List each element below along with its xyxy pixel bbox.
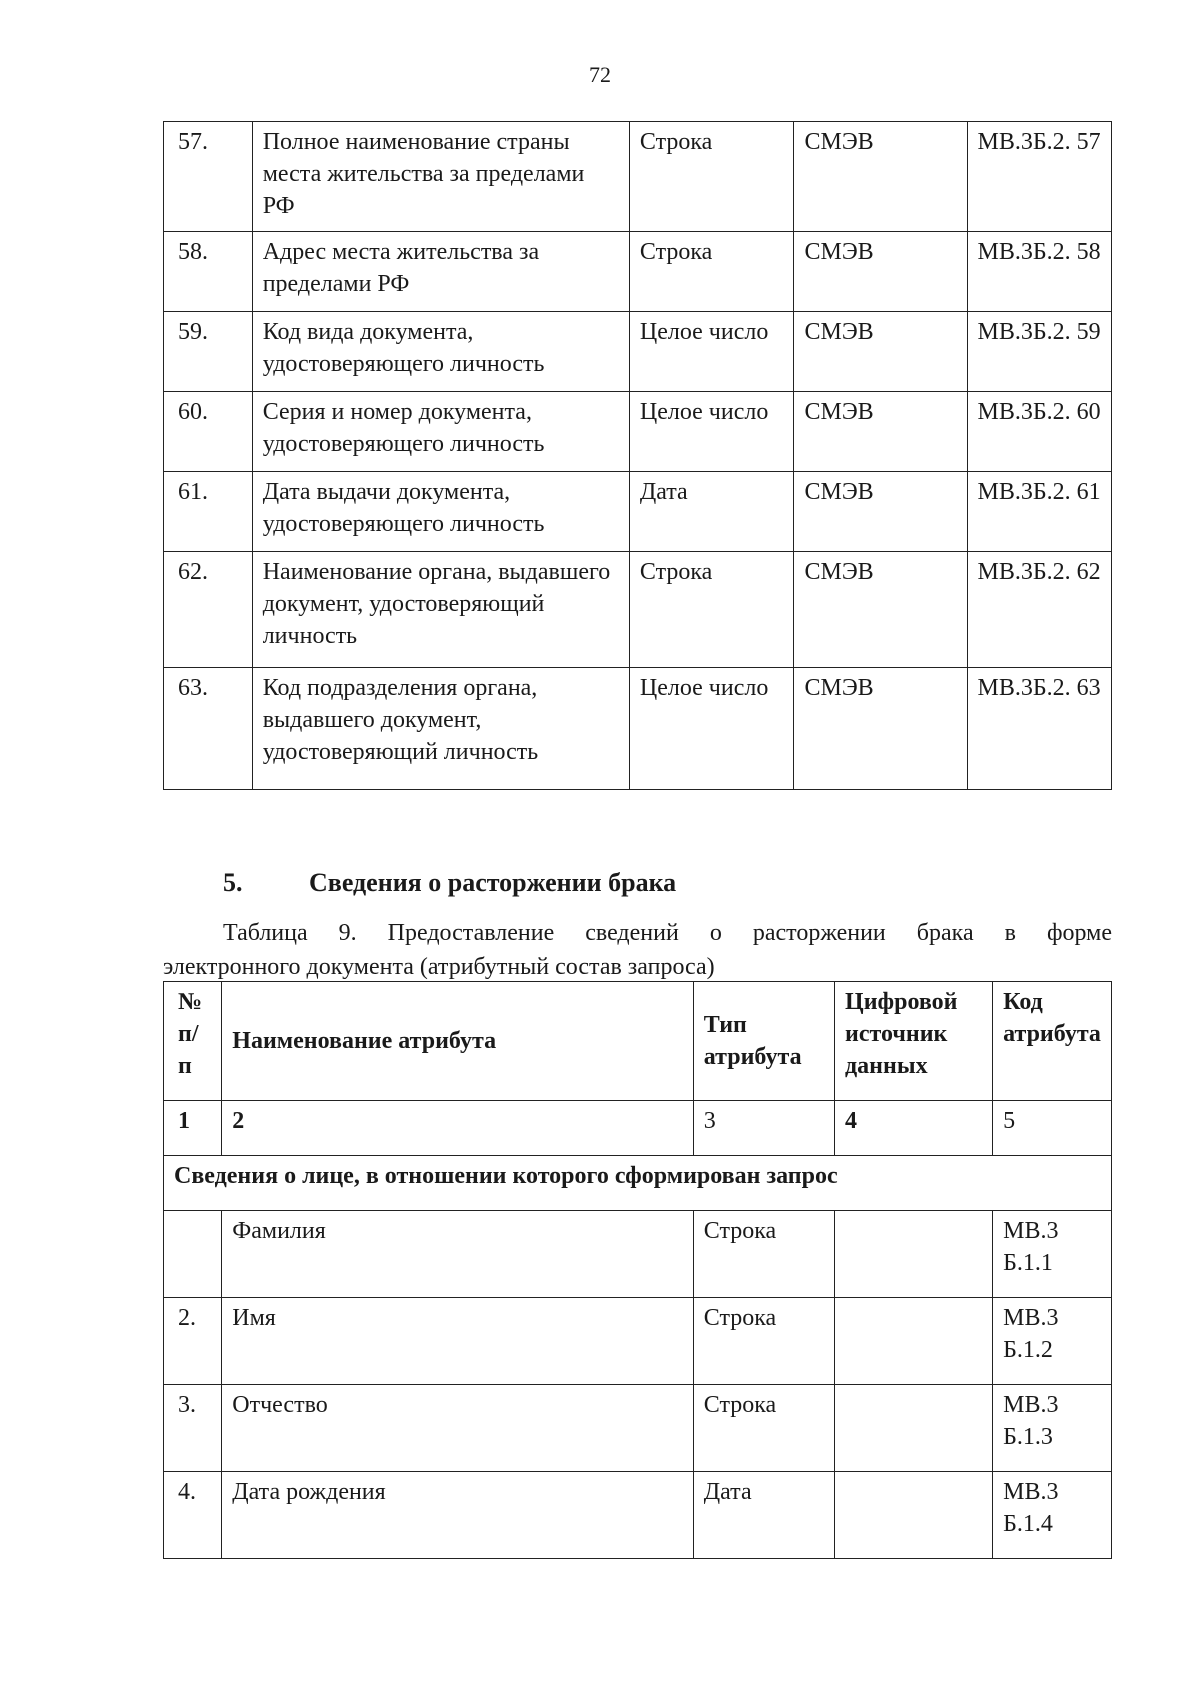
- header-code: Код атрибута: [993, 982, 1112, 1101]
- table-row: [164, 122, 1112, 232]
- attribute-code: МВ.3Б.2. 62: [967, 552, 1111, 668]
- section-number: 5.: [223, 868, 243, 897]
- attribute-code: МВ.3 Б.1.1: [993, 1211, 1112, 1298]
- data-source: СМЭВ: [794, 392, 967, 472]
- section-heading: [223, 868, 676, 898]
- data-source: [835, 1472, 993, 1559]
- attribute-code: МВ.3 Б.1.3: [993, 1385, 1112, 1472]
- table-row: [164, 1298, 1112, 1385]
- data-source: СМЭВ: [794, 668, 967, 790]
- attribute-name: Полное наименование страны места жительства за пределами РФ: [252, 122, 629, 232]
- table-row: [164, 1385, 1112, 1472]
- attribute-code: МВ.3Б.2. 59: [967, 312, 1111, 392]
- row-number: 61.: [164, 472, 253, 552]
- attribute-type: Дата: [629, 472, 794, 552]
- attribute-name: Дата выдачи документа, удостоверяющего личность: [252, 472, 629, 552]
- column-number: 3: [693, 1101, 834, 1156]
- header-name: Наименование атрибута: [222, 982, 694, 1101]
- data-source: СМЭВ: [794, 232, 967, 312]
- table-header-row: [164, 982, 1112, 1101]
- page-number: 72: [589, 62, 611, 87]
- header-source: Цифровой источник данных: [835, 982, 993, 1101]
- row-number: 3.: [164, 1385, 222, 1472]
- attribute-name: Наименование органа, выдавшего документ, удостоверяющий личность: [252, 552, 629, 668]
- data-source: СМЭВ: [794, 552, 967, 668]
- table-caption: [163, 916, 1112, 984]
- attribute-code: МВ.3Б.2. 57: [967, 122, 1111, 232]
- row-number: 4.: [164, 1472, 222, 1559]
- table-row: [164, 232, 1112, 312]
- attribute-type: Строка: [693, 1298, 834, 1385]
- data-source: СМЭВ: [794, 312, 967, 392]
- row-number: 63.: [164, 668, 253, 790]
- caption-line-1: Таблица 9. Предоставление сведений о расторжении брака в форме: [223, 920, 1112, 946]
- row-number: 59.: [164, 312, 253, 392]
- attribute-name: Дата рождения: [222, 1472, 694, 1559]
- attribute-type: Строка: [693, 1211, 834, 1298]
- attribute-name: Фамилия: [222, 1211, 694, 1298]
- attribute-type: Дата: [693, 1472, 834, 1559]
- attribute-type: Целое число: [629, 668, 794, 790]
- attribute-type: Строка: [629, 232, 794, 312]
- attribute-code: МВ.3 Б.1.2: [993, 1298, 1112, 1385]
- attribute-type: Целое число: [629, 312, 794, 392]
- attributes-table-continued: [163, 121, 1112, 790]
- table-row: [164, 1472, 1112, 1559]
- table-row: [164, 392, 1112, 472]
- attribute-type: Строка: [693, 1385, 834, 1472]
- row-number: 60.: [164, 392, 253, 472]
- column-number: 4: [835, 1101, 993, 1156]
- attribute-code: МВ.3Б.2. 60: [967, 392, 1111, 472]
- data-source: СМЭВ: [794, 122, 967, 232]
- table-row: [164, 1211, 1112, 1298]
- attribute-name: Адрес места жительства за пределами РФ: [252, 232, 629, 312]
- column-number: 1: [164, 1101, 222, 1156]
- caption-line-2: электронного документа (атрибутный состав запроса): [163, 954, 715, 980]
- table-row: [164, 668, 1112, 790]
- attribute-name: Имя: [222, 1298, 694, 1385]
- row-number: 57.: [164, 122, 253, 232]
- attribute-type: Строка: [629, 552, 794, 668]
- row-number: 58.: [164, 232, 253, 312]
- row-number: 2.: [164, 1298, 222, 1385]
- attribute-type: Строка: [629, 122, 794, 232]
- header-type: Тип атрибута: [693, 982, 834, 1101]
- header-num: № п/ п: [164, 982, 222, 1101]
- table-row: [164, 312, 1112, 392]
- data-source: [835, 1298, 993, 1385]
- column-number: 2: [222, 1101, 694, 1156]
- section-title: Сведения о расторжении брака: [309, 868, 677, 897]
- row-number: [164, 1211, 222, 1298]
- divorce-request-attributes-table: [163, 981, 1112, 1559]
- data-source: СМЭВ: [794, 472, 967, 552]
- table-row: [164, 552, 1112, 668]
- data-source: [835, 1385, 993, 1472]
- row-number: 62.: [164, 552, 253, 668]
- column-number-row: [164, 1101, 1112, 1156]
- column-number: 5: [993, 1101, 1112, 1156]
- attribute-name: Серия и номер документа, удостоверяющего личность: [252, 392, 629, 472]
- attribute-code: МВ.3Б.2. 63: [967, 668, 1111, 790]
- attribute-code: МВ.3Б.2. 58: [967, 232, 1111, 312]
- attribute-code: МВ.3Б.2. 61: [967, 472, 1111, 552]
- attribute-name: Код вида документа, удостоверяющего личность: [252, 312, 629, 392]
- attribute-code: МВ.3 Б.1.4: [993, 1472, 1112, 1559]
- attribute-name: Отчество: [222, 1385, 694, 1472]
- attribute-name: Код подразделения органа, выдавшего документ, удостоверяющий личность: [252, 668, 629, 790]
- data-source: [835, 1211, 993, 1298]
- table-row: [164, 472, 1112, 552]
- attribute-type: Целое число: [629, 392, 794, 472]
- group-title-row: [164, 1156, 1112, 1211]
- group-title: Сведения о лице, в отношении которого сформирован запрос: [164, 1156, 1112, 1211]
